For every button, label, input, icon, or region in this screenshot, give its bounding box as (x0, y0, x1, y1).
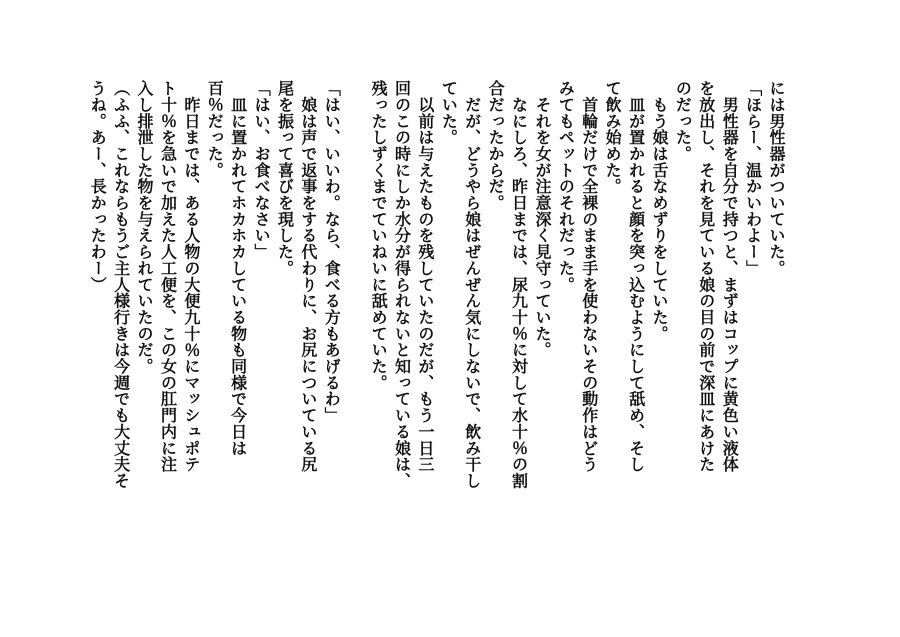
text-line: て飲み始めた。 (603, 80, 623, 195)
text-line: 男性器を自分で持つと、まずはコップに黄色い液体 (720, 80, 740, 473)
text-line: なにしろ、昨日までは、尿九十％に対して水十％の割 (509, 80, 529, 489)
text-line: みてもペットのそれだった。 (556, 80, 576, 293)
text-line: 「ほらー、温かいわよー」 (743, 80, 763, 277)
text-line: 皿が置かれると顔を突っ込むようにして舐め、そし (626, 80, 646, 473)
text-line: 「はい、いいわ。なら、食べる方もあげるわ」 (322, 80, 342, 424)
text-line: もう娘は舌なめずりをしていた。 (649, 80, 669, 342)
text-line: 首輪だけで全裸のまま手を使わないその動作はどう (579, 80, 599, 473)
text-line: 回のこの時にしか水分が得られないと知っている娘は、 (392, 80, 412, 489)
text-line: 残ったしずくまでていねいに舐めていた。 (369, 80, 389, 391)
text-line: 昨日までは、ある人物の大便九十％にマッシュポテ (181, 80, 201, 473)
vertical-text-body (86, 80, 788, 560)
text-line: のだった。 (673, 80, 693, 162)
text-line: うね。あー、長かったわー） (88, 80, 108, 293)
paragraph-break (343, 80, 366, 560)
text-line: 百％だった。 (205, 80, 225, 179)
text-line: を放出し、それを見ている娘の目の前で深皿にあけた (696, 80, 716, 473)
text-line: 皿に置かれてホカホカしている物も同様で今日は (228, 80, 248, 457)
text-line: には男性器がついていた。 (767, 80, 786, 277)
text-line: 入し排泄した物を与えられていたのだ。 (135, 80, 155, 375)
text-line: ト十％を急いで加えた人工便を、この女の肛門内に注 (158, 80, 178, 473)
text-line: （ふふ、これならもうご主人様行きは今週でも大丈夫そ (111, 80, 131, 489)
text-line: だが、どうやら娘はぜんぜん気にしないで、飲み干し (462, 80, 482, 489)
text-line: 以前は与えたものを残していたのだが、もう一日三 (415, 80, 435, 473)
text-line: 「はい、お食べなさい」 (252, 80, 272, 260)
text-line: 娘は声で返事をする代わりに、お尻についている尻 (298, 80, 318, 473)
text-line: 尾を振って喜びを現した。 (275, 80, 295, 277)
text-line: 合だったからだ。 (486, 80, 506, 211)
text-line: ていた。 (439, 80, 459, 146)
text-line: それを女が注意深く見守っていた。 (532, 80, 552, 358)
